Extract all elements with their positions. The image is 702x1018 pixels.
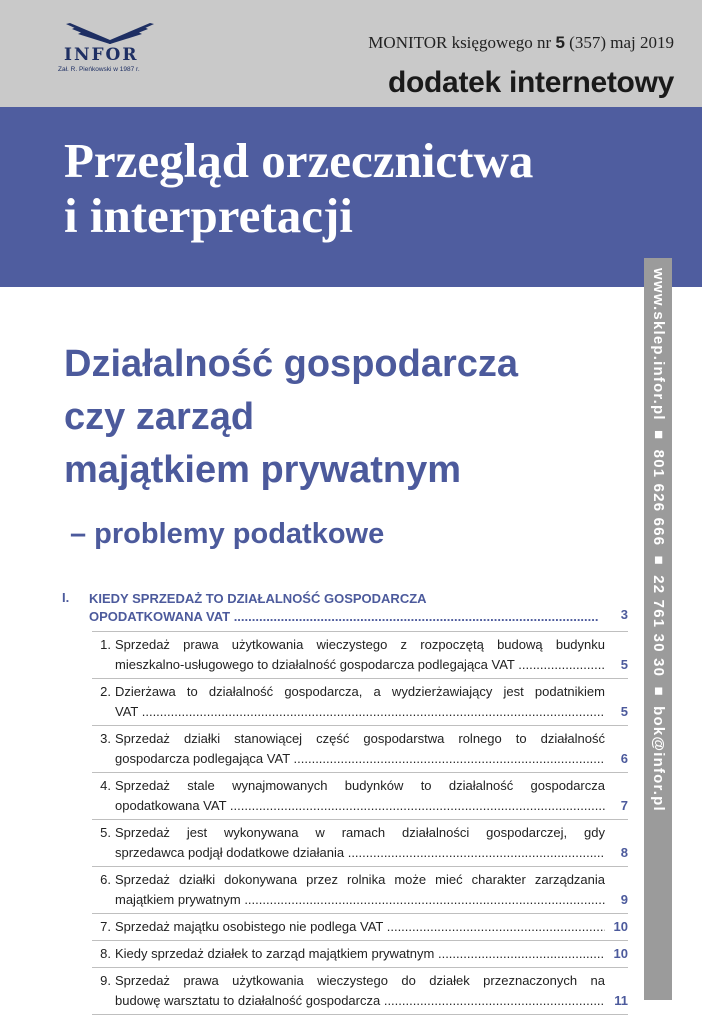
toc-item-line-2: gospodarcza podlegająca VAT bbox=[115, 751, 290, 766]
toc-item-number: 9. bbox=[100, 973, 111, 988]
toc-item-line-1: Sprzedaż działki stanowiącej część gospodarstwa rolnego to działalność bbox=[115, 731, 605, 746]
toc-item-page: 10 bbox=[613, 946, 628, 961]
topic-subtitle: – problemy podatkowe bbox=[70, 518, 385, 550]
toc-item-last-line bbox=[115, 890, 605, 910]
issue-number: 5 bbox=[555, 33, 565, 52]
toc-item-page: 6 bbox=[620, 751, 628, 766]
toc-divider bbox=[92, 631, 628, 632]
publication-title bbox=[64, 133, 533, 243]
toc-item-line-1: Sprzedaż prawa użytkowania wieczystego do działek przeznaczonych na bbox=[115, 973, 605, 988]
supplement-label: dodatek internetowy bbox=[387, 66, 674, 99]
toc-item-line-2: opodatkowana VAT bbox=[115, 798, 227, 813]
toc-items bbox=[62, 635, 628, 1015]
toc-item-number: 5. bbox=[100, 825, 111, 840]
toc-item-text bbox=[115, 682, 605, 722]
logo-subtext: Zał. R. Pieńkowski w 1987 r. bbox=[58, 66, 140, 73]
toc-divider bbox=[92, 678, 628, 679]
infor-logo bbox=[58, 20, 168, 78]
toc-item-number: 1. bbox=[100, 637, 111, 652]
toc-item-line-2: mieszkalno-usługowego to działalność gospodarcza podlegająca VAT bbox=[115, 657, 515, 672]
toc-item-text bbox=[115, 776, 605, 816]
toc-item-page: 5 bbox=[620, 657, 628, 672]
toc-leader-dots bbox=[230, 609, 599, 624]
topic-line-2: czy zarząd bbox=[64, 396, 255, 438]
toc-item-number: 6. bbox=[100, 872, 111, 887]
toc-item-last-line bbox=[115, 843, 605, 863]
toc-item bbox=[62, 870, 628, 910]
toc-section-number: I. bbox=[62, 590, 70, 605]
toc-leader-dots bbox=[290, 751, 605, 766]
toc-item-line-1: Sprzedaż jest wykonywana w ramach działalności gospodarczej, gdy bbox=[115, 825, 605, 840]
toc-section-title-line-1: KIEDY SPRZEDAŻ TO DZIAŁALNOŚĆ GOSPODARCZA bbox=[89, 591, 427, 606]
title-line-2: i interpretacji bbox=[64, 188, 353, 243]
toc-leader-dots bbox=[344, 845, 605, 860]
toc-item-line-1: Kiedy sprzedaż działek to zarząd majątkiem prywatnym bbox=[115, 946, 435, 961]
toc-item bbox=[62, 682, 628, 722]
issue-prefix: MONITOR księgowego nr bbox=[368, 33, 552, 52]
toc-item-last-line bbox=[115, 655, 605, 675]
toc-leader-dots bbox=[241, 892, 605, 907]
logo-wordmark: INFOR bbox=[64, 45, 139, 65]
toc-item-line-1: Sprzedaż prawa użytkowania wieczystego z rozpoczętą budową budynku bbox=[115, 637, 605, 652]
table-of-contents bbox=[62, 590, 628, 1018]
toc-item-line-2: VAT bbox=[115, 704, 139, 719]
toc-item bbox=[62, 729, 628, 769]
toc-item-text bbox=[115, 917, 605, 937]
toc-item bbox=[62, 944, 628, 964]
toc-leader-dots bbox=[515, 657, 605, 672]
toc-section-title-line-2-wrap bbox=[89, 608, 599, 626]
toc-item-text bbox=[115, 823, 605, 863]
toc-item bbox=[62, 971, 628, 1011]
toc-item-number: 2. bbox=[100, 684, 111, 699]
toc-item-number: 7. bbox=[100, 919, 111, 934]
title-line-1: Przegląd orzecznictwa bbox=[64, 133, 534, 188]
toc-leader-dots bbox=[226, 798, 605, 813]
issue-suffix: (357) maj 2019 bbox=[569, 33, 674, 52]
toc-item-text bbox=[115, 971, 605, 1011]
toc-item-line-1: Sprzedaż działki dokonywana przez rolnika może mieć charakter zarządzania bbox=[115, 872, 605, 887]
toc-item-line-1: Sprzedaż stale wynajmowanych budynków to działalność gospodarcza bbox=[115, 778, 605, 793]
toc-item-text bbox=[115, 729, 605, 769]
toc-item-text bbox=[115, 870, 605, 910]
toc-item-line-1: Sprzedaż majątku osobistego nie podlega VAT bbox=[115, 919, 384, 934]
toc-item-number: 4. bbox=[100, 778, 111, 793]
toc-item-line-2: majątkiem prywatnym bbox=[115, 892, 241, 907]
toc-divider bbox=[92, 913, 628, 914]
toc-item-text bbox=[115, 635, 605, 675]
toc-item bbox=[62, 635, 628, 675]
contact-text: www.sklep.infor.pl ■ 801 626 666 ■ 22 761 30 30 ■ bok@infor.pl bbox=[650, 268, 667, 812]
toc-item bbox=[62, 776, 628, 816]
toc-section-page: 3 bbox=[620, 607, 628, 622]
toc-item-line-2: budowę warsztatu to działalność gospodarcza bbox=[115, 993, 381, 1008]
toc-item-page: 5 bbox=[620, 704, 628, 719]
toc-item-page: 10 bbox=[613, 919, 628, 934]
toc-section-title-line-2: OPODATKOWANA VAT bbox=[89, 609, 231, 624]
toc-item-number: 3. bbox=[100, 731, 111, 746]
toc-leader-dots bbox=[380, 993, 605, 1008]
toc-leader-dots bbox=[383, 919, 605, 934]
toc-divider bbox=[92, 866, 628, 867]
logo-wings-icon bbox=[60, 20, 160, 46]
toc-item-last-line bbox=[115, 749, 605, 769]
toc-item-page: 9 bbox=[620, 892, 628, 907]
toc-item bbox=[62, 823, 628, 863]
toc-item-last-line bbox=[115, 917, 605, 937]
issue-line bbox=[368, 33, 674, 53]
toc-item-number: 8. bbox=[100, 946, 111, 961]
toc-item-line-2: sprzedawca podjął dodatkowe działania bbox=[115, 845, 345, 860]
toc-divider bbox=[92, 819, 628, 820]
toc-divider bbox=[92, 772, 628, 773]
topic-line-1: Działalność gospodarcza bbox=[64, 343, 519, 385]
toc-section bbox=[62, 590, 628, 628]
topic-title bbox=[64, 338, 518, 497]
toc-item-last-line bbox=[115, 796, 605, 816]
toc-item-page: 11 bbox=[614, 993, 628, 1008]
toc-item-last-line bbox=[115, 944, 605, 964]
toc-divider bbox=[92, 725, 628, 726]
toc-divider bbox=[92, 940, 628, 941]
toc-item-text bbox=[115, 944, 605, 964]
toc-leader-dots bbox=[434, 946, 605, 961]
toc-item-page: 8 bbox=[620, 845, 628, 860]
topic-line-3: majątkiem prywatnym bbox=[64, 449, 462, 491]
toc-divider bbox=[92, 1014, 628, 1015]
toc-item-line-1: Dzierżawa to działalność gospodarcza, a wydzierżawiający jest podatnikiem bbox=[115, 684, 605, 699]
toc-item-last-line bbox=[115, 702, 605, 722]
toc-item bbox=[62, 917, 628, 937]
toc-divider bbox=[92, 967, 628, 968]
toc-item-last-line bbox=[115, 991, 605, 1011]
toc-item-page: 7 bbox=[620, 798, 628, 813]
toc-leader-dots bbox=[138, 704, 605, 719]
toc-section-title bbox=[89, 590, 599, 626]
